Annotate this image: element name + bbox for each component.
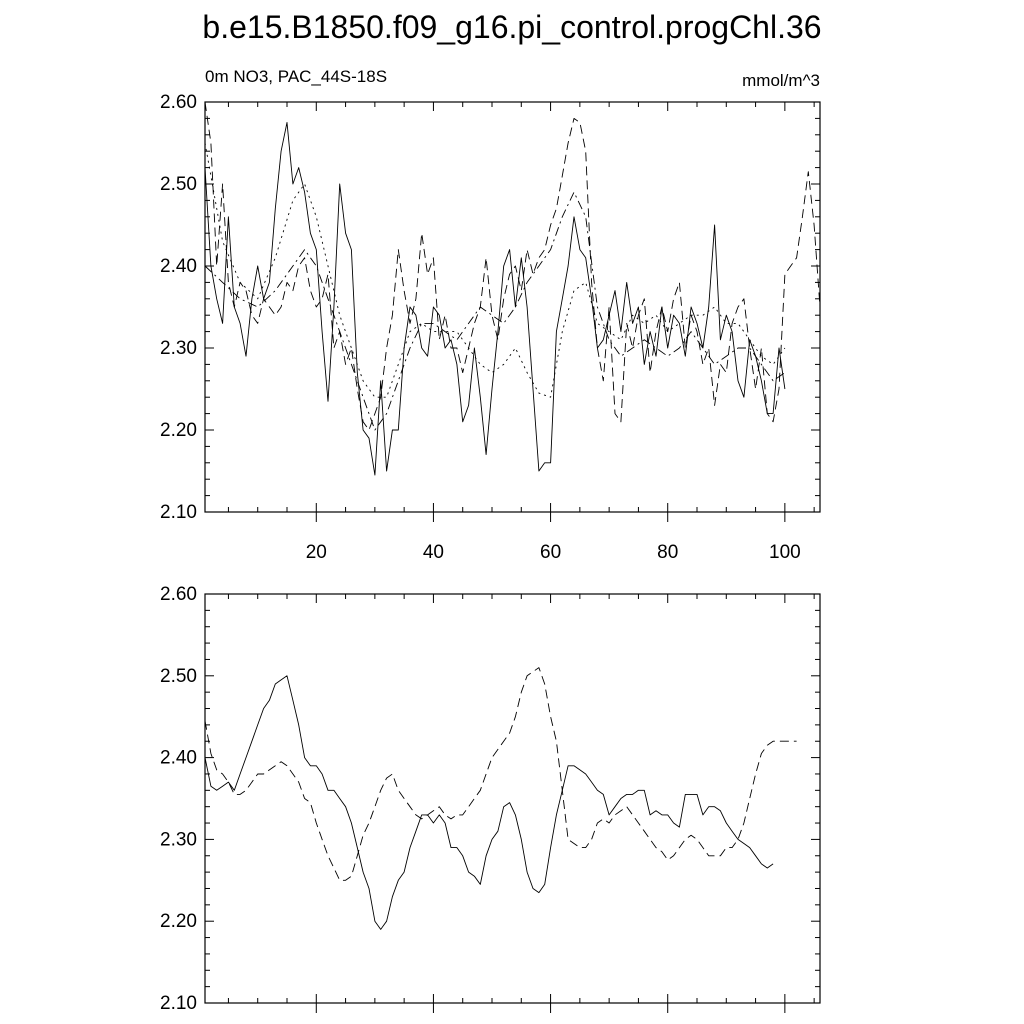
plot-frame bbox=[205, 594, 820, 1003]
x-tick-label: 40 bbox=[422, 542, 444, 563]
units-label: mmol/m^3 bbox=[742, 71, 820, 90]
plot-frame bbox=[205, 102, 820, 512]
x-tick-label: 100 bbox=[769, 542, 801, 563]
y-tick-label: 2.40 bbox=[160, 747, 197, 769]
y-tick-label: 2.50 bbox=[160, 665, 197, 687]
x-tick-label: 20 bbox=[305, 542, 327, 563]
chart-title: b.e15.B1850.f09_g16.pi_control.progChl.36 bbox=[202, 9, 822, 45]
y-tick-label: 2.50 bbox=[160, 174, 197, 195]
bottom-panel bbox=[160, 584, 820, 1014]
series-line-solid bbox=[205, 676, 773, 930]
y-tick-label: 2.20 bbox=[160, 420, 197, 441]
x-tick-label: 80 bbox=[657, 542, 679, 563]
series-line-dashdot bbox=[205, 192, 785, 430]
y-tick-label: 2.30 bbox=[160, 829, 197, 851]
y-tick-label: 2.40 bbox=[160, 256, 197, 277]
series-line-dashed bbox=[205, 102, 820, 430]
series-line-dashed bbox=[205, 668, 797, 881]
y-tick-label: 2.30 bbox=[160, 338, 197, 359]
y-tick-label: 2.60 bbox=[160, 584, 197, 605]
x-tick-label: 60 bbox=[540, 542, 562, 563]
y-tick-label: 2.20 bbox=[160, 911, 197, 933]
panel-left-label: 0m NO3, PAC_44S-18S bbox=[205, 67, 388, 86]
y-tick-label: 2.10 bbox=[160, 502, 197, 523]
y-tick-label: 2.10 bbox=[160, 993, 197, 1014]
series-line-solid bbox=[205, 123, 785, 476]
y-tick-label: 2.60 bbox=[160, 92, 197, 113]
top-panel bbox=[160, 92, 820, 563]
